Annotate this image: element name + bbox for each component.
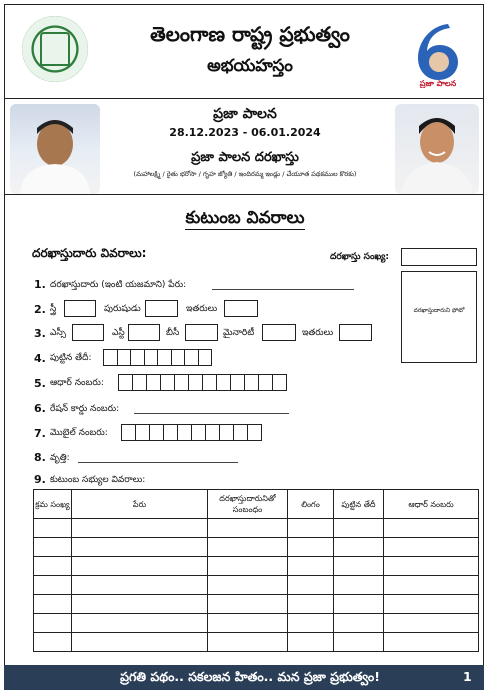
caste-st-label: ఎస్టీ — [112, 328, 125, 338]
footer-slogan: ప్రగతి పథం.. సకలజన హితం.. మన ప్రజా ప్రభుత్వం! — [120, 669, 380, 684]
caste-minority-label: మైనారిటీ — [223, 328, 255, 338]
dob-digit-box[interactable] — [198, 349, 213, 366]
aadhaar-digit-box[interactable] — [230, 374, 245, 391]
page-subtitle: అభయహస్తం — [207, 56, 293, 76]
table-cell[interactable] — [288, 595, 334, 614]
field-9-num: 9. — [34, 473, 46, 486]
aadhaar-digit-box[interactable] — [216, 374, 231, 391]
table-row — [34, 614, 479, 633]
mobile-digit-box[interactable] — [191, 424, 206, 441]
applicant-heading: దరఖాస్తుదారు వివరాలు: — [32, 246, 147, 260]
mobile-digit-box[interactable] — [247, 424, 262, 441]
mobile-digit-box[interactable] — [163, 424, 178, 441]
section-title — [130, 208, 360, 232]
leader-photo-right — [395, 104, 479, 194]
page-number: 1 — [463, 669, 472, 684]
mobile-label: మొబైల్ నంబరు: — [50, 428, 108, 438]
table-cell[interactable] — [72, 519, 208, 538]
table-cell[interactable] — [334, 557, 384, 576]
table-row — [34, 519, 479, 538]
table-cell[interactable] — [288, 519, 334, 538]
table-cell[interactable] — [34, 614, 72, 633]
table-cell[interactable] — [288, 633, 334, 652]
table-body — [34, 519, 479, 652]
occupation-label: వృత్తి: — [50, 453, 70, 463]
dob-digit-box[interactable] — [171, 349, 186, 366]
photo-box-label: దరఖాస్తుదారుని ఫోటో — [413, 307, 465, 314]
mobile-digit-box[interactable] — [135, 424, 150, 441]
gender-other-label: ఇతరులు — [186, 304, 218, 314]
application-no-box[interactable] — [401, 248, 477, 266]
table-cell[interactable] — [384, 633, 479, 652]
table-cell[interactable] — [208, 557, 288, 576]
caste-minority-checkbox[interactable] — [262, 324, 296, 341]
dob-digit-box[interactable] — [184, 349, 199, 366]
table-header-row — [34, 490, 479, 519]
family-members-table — [33, 489, 479, 652]
schemes-list: (మహాలక్ష్మి / రైతు భరోసా / గృహ జ్యోతి / ఇందిరమ్మ ఇండ్లు / చేయూత పథకముల కొరకు) — [133, 170, 357, 178]
table-cell[interactable] — [384, 538, 479, 557]
table-cell[interactable] — [288, 614, 334, 633]
gender-female-label: స్త్రీ — [50, 304, 57, 314]
praja-palana-logo — [408, 20, 468, 88]
field-3-num: 3. — [34, 327, 46, 340]
table-cell[interactable] — [72, 595, 208, 614]
field-7-num: 7. — [34, 427, 46, 440]
table-cell[interactable] — [34, 633, 72, 652]
banner-dates: 28.12.2023 - 06.01.2024 — [169, 126, 321, 139]
section-title-text: కుటుంబ వివరాలు — [185, 208, 305, 228]
page-title: తెలంగాణ రాష్ట్ర ప్రభుత్వం — [150, 22, 350, 46]
caste-sc-label: ఎస్సీ — [50, 328, 66, 338]
table-row — [34, 595, 479, 614]
telangana-seal-logo — [22, 16, 88, 82]
field-4-num: 4. — [34, 352, 46, 365]
table-cell[interactable] — [208, 538, 288, 557]
aadhaar-digit-box[interactable] — [272, 374, 287, 391]
table-cell[interactable] — [334, 614, 384, 633]
dob-digit-box[interactable] — [117, 349, 132, 366]
ration-card-label: రేషన్ కార్డు నంబరు: — [50, 404, 120, 414]
aadhaar-digit-box[interactable] — [118, 374, 133, 391]
table-cell[interactable] — [34, 519, 72, 538]
field-2-num: 2. — [34, 303, 46, 316]
table-cell[interactable] — [208, 633, 288, 652]
dob-label: పుట్టిన తేదీ: — [50, 353, 92, 363]
dob-digit-box[interactable] — [157, 349, 172, 366]
dob-digit-box[interactable] — [103, 349, 118, 366]
table-cell[interactable] — [384, 557, 479, 576]
column-header: లింగం — [288, 490, 334, 519]
mobile-digit-box[interactable] — [121, 424, 136, 441]
caste-bc-checkbox[interactable] — [185, 324, 218, 341]
seal-emblem-icon — [40, 32, 70, 66]
table-row — [34, 538, 479, 557]
dob-digit-box[interactable] — [144, 349, 159, 366]
aadhaar-digit-box[interactable] — [188, 374, 203, 391]
table-row — [34, 576, 479, 595]
aadhaar-digit-box[interactable] — [146, 374, 161, 391]
table-cell[interactable] — [208, 576, 288, 595]
dob-digit-box[interactable] — [130, 349, 145, 366]
field-5-num: 5. — [34, 377, 46, 390]
column-header: పుట్టిన తేదీ — [334, 490, 384, 519]
column-header: దరఖాస్తుదారునితో సంబంధం — [208, 490, 288, 519]
applicant-name-field[interactable] — [212, 289, 354, 290]
table-cell[interactable] — [72, 538, 208, 557]
column-header: పేరు — [72, 490, 208, 519]
ration-card-field[interactable] — [134, 413, 289, 414]
caste-other-checkbox[interactable] — [339, 324, 372, 341]
svg-text:ప్రజా పాలన: ప్రజా పాలన — [419, 79, 457, 88]
table-cell[interactable] — [384, 614, 479, 633]
table-cell[interactable] — [34, 576, 72, 595]
field-6-num: 6. — [34, 402, 46, 415]
gender-female-checkbox[interactable] — [64, 300, 96, 317]
aadhaar-digit-box[interactable] — [132, 374, 147, 391]
table-row — [34, 557, 479, 576]
gender-other-checkbox[interactable] — [224, 300, 258, 317]
applicant-photo-box[interactable] — [401, 271, 477, 363]
field-8-num: 8. — [34, 451, 46, 464]
table-cell[interactable] — [334, 519, 384, 538]
gender-male-checkbox[interactable] — [145, 300, 178, 317]
table-cell[interactable] — [384, 519, 479, 538]
table-cell[interactable] — [72, 614, 208, 633]
mobile-digit-box[interactable] — [233, 424, 248, 441]
aadhaar-digit-box[interactable] — [202, 374, 217, 391]
mobile-digit-box[interactable] — [177, 424, 192, 441]
caste-bc-label: బీసీ — [166, 328, 180, 338]
table-cell[interactable] — [208, 595, 288, 614]
form-title: ప్రజా పాలన దరఖాస్తు — [191, 150, 299, 165]
gender-male-label: పురుషుడు — [104, 304, 141, 314]
table-cell[interactable] — [334, 633, 384, 652]
table-row — [34, 633, 479, 652]
caste-other-label: ఇతరులు — [302, 328, 334, 338]
column-header: ఆధార్ నంబరు — [384, 490, 479, 519]
mobile-digit-box[interactable] — [205, 424, 220, 441]
aadhaar-label: ఆధార్ నంబరు: — [50, 378, 104, 388]
occupation-field[interactable] — [78, 462, 238, 463]
table-cell[interactable] — [384, 576, 479, 595]
application-no-label: దరఖాస్తు సంఖ్య: — [330, 252, 389, 262]
mobile-digit-box[interactable] — [219, 424, 234, 441]
aadhaar-digit-box[interactable] — [174, 374, 189, 391]
applicant-name-label: దరఖాస్తుదారు (ఇంటి యజమాని) పేరు: — [50, 280, 187, 290]
table-cell[interactable] — [34, 538, 72, 557]
mobile-digit-box[interactable] — [149, 424, 164, 441]
table-cell[interactable] — [334, 595, 384, 614]
field-1-num: 1. — [34, 278, 46, 291]
aadhaar-digit-box[interactable] — [258, 374, 273, 391]
header-divider — [4, 98, 484, 99]
table-cell[interactable] — [288, 538, 334, 557]
table-cell[interactable] — [72, 576, 208, 595]
table-cell[interactable] — [72, 633, 208, 652]
aadhaar-digit-box[interactable] — [160, 374, 175, 391]
table-cell[interactable] — [208, 519, 288, 538]
leader-photo-left — [10, 104, 100, 194]
banner-heading: ప్రజా పాలన — [213, 106, 277, 122]
table-cell[interactable] — [72, 557, 208, 576]
table-cell[interactable] — [288, 576, 334, 595]
table-cell[interactable] — [34, 557, 72, 576]
table-cell[interactable] — [288, 557, 334, 576]
aadhaar-digit-box[interactable] — [244, 374, 259, 391]
table-cell[interactable] — [334, 576, 384, 595]
family-members-label: కుటుంబ సభ్యుల వివరాలు: — [50, 475, 146, 485]
banner-divider — [4, 194, 484, 195]
caste-sc-checkbox[interactable] — [72, 324, 104, 341]
column-header: క్రమ సంఖ్య — [34, 490, 72, 519]
table-cell[interactable] — [208, 614, 288, 633]
table-cell[interactable] — [384, 595, 479, 614]
table-cell[interactable] — [334, 538, 384, 557]
table-cell[interactable] — [34, 595, 72, 614]
caste-st-checkbox[interactable] — [128, 324, 160, 341]
